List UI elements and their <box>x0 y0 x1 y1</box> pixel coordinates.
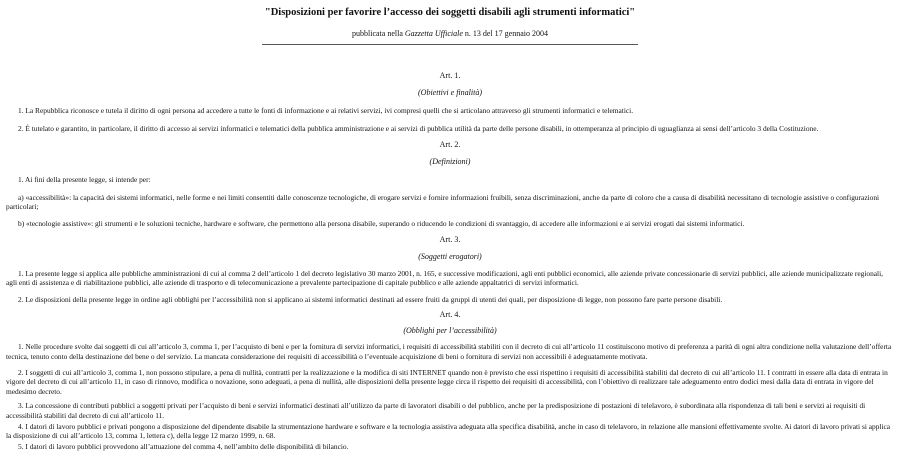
article-3-paragraph-1: 1. La presente legge si applica alle pubbliche amministrazioni di cui al comma 2 dell’articolo 1 del decreto legislativo 30 marzo 2001, n. 165, e successive modificazioni, agli enti pubblici economici, alle aziende private concessionarie di servizi pubblici, alle aziende municipalizzate regionali, agli enti di assistenza e di riabilitazione pubblici, alle aziende di trasporto e di telecomunicazione a prevalente partecipazione di capitale pubblico e alle aziende appaltatrici di servizi informatici. <box>6 268 884 288</box>
publication-line <box>2 29 898 39</box>
article-1-number: Art. 1. <box>439 71 461 80</box>
article-3-number: Art. 3. <box>439 234 461 244</box>
article-4-paragraph-3: 3. La concessione di contributi pubblici a soggetti privati per l’acquisto di beni e servizi informatici destinati all’utilizzo da parte di lavoratori disabili o del pubblico, anche per la predisposizione di postazioni di telelavoro, è subordinata alla rispondenza di tali beni e servizi ai requisiti di accessibilità stabiliti dal decreto di cui all’articolo 11. <box>6 401 866 420</box>
article-2-subtitle: (Definizioni) <box>429 157 471 167</box>
article-2-item-a: a) «accessibilità»: la capacità dei sistemi informatici, nelle forme e nei limiti consentiti dalle conoscenze tecnologiche, di erogare servizi e fornire informazioni fruibili, senza discriminazioni, anche da parte di coloro che a causa di disabilità necessitano di tecnologie assistive o configurazioni particolari; <box>6 192 880 212</box>
article-4-paragraph-2: 2. I soggetti di cui all’articolo 3, comma 1, non possono stipulare, a pena di nullità, contratti per la realizzazione e la modifica di siti INTERNET quando non è previsto che essi rispettino i requisiti di accessibilità stabiliti dal decreto di cui all’articolo 11. I contratti in essere alla data di entrata in vigore del decreto di cui all’articolo 11, in caso di rinnovo, modifica o novazione, sono adeguati, a pena di nullità, alle disposizioni della presente legge circa il rispetto dei requisiti di accessibilità, con l’obiettivo di realizzare tale adeguamento entro dodici mesi dalla data di entrata in vigore del medesimo decreto. <box>6 367 888 396</box>
article-2-paragraph-1: 1. Ai fini della presente legge, si intende per: <box>18 175 151 185</box>
title-divider <box>262 44 638 45</box>
publication-suffix: n. 13 del 17 gennaio 2004 <box>462 29 548 38</box>
article-4-paragraph-1: 1. Nelle procedure svolte dai soggetti di cui all’articolo 3, comma 1, per l’acquisto di beni e per la fornitura di servizi informatici, i requisiti di accessibilità stabiliti con il decreto di cui all’articolo 11 costituiscono motivo di preferenza a parità di ogni altra condizione nella valutazione dell’offerta tecnica, tenuto conto della destinazione del bene o del servizio. La mancata considerazione dei requisiti di accessibilità o l’eventuale acquisizione di beni o fornitura di servizi non accessibili è adeguatamente motivata. <box>6 342 892 361</box>
article-1-subtitle: (Obiettivi e finalità) <box>418 88 482 97</box>
article-2-item-b: b) «tecnologie assistive»: gli strumenti e le soluzioni tecniche, hardware e software, che permettono alla persona disabile, superando o riducendo le condizioni di svantaggio, di accedere alle informazioni e ai servizi erogati dai sistemi informatici. <box>18 218 745 228</box>
article-4-subtitle: (Obblighi per l’accessibilità) <box>403 326 497 336</box>
article-1-paragraph-2: 2. È tutelato e garantito, in particolare, il diritto di accesso ai servizi informatici e telematici della pubblica amministrazione e ai servizi di pubblica utilità da parte delle persone disabili, in ottemperanza al principio di uguaglianza ai sensi dell’articolo 3 della Costituzione. <box>18 123 819 133</box>
publication-prefix: pubblicata nella <box>352 29 405 38</box>
article-2-number: Art. 2. <box>439 140 461 150</box>
article-1-paragraph-1: 1. La Repubblica riconosce e tutela il diritto di ogni persona ad accedere a tutte le fonti di informazione e ai relativi servizi, ivi compresi quelli che si articolano attraverso gli strumenti informatici e telematici. <box>18 106 634 115</box>
document-title: "Disposizioni per favorire l’accesso dei soggetti disabili agli strumenti informatici" <box>264 7 636 18</box>
gazette-name: Gazzetta Ufficiale <box>404 29 463 38</box>
article-4-paragraph-5: 5. I datori di lavoro pubblici provvedono all’attuazione del comma 4, nell’ambito delle disponibilità di bilancio. <box>18 441 349 451</box>
article-4-number: Art. 4. <box>439 310 461 320</box>
article-3-subtitle: (Soggetti erogatori) <box>418 251 482 261</box>
article-4-paragraph-4: 4. I datori di lavoro pubblici e privati pongono a disposizione del dipendente disabile la strumentazione hardware e software e la tecnologia assistiva adeguata alla specifica disabilità, anche in caso di telelavoro, in relazione alle mansioni effettivamente svolte. Ai datori di lavoro privati si applica la disposizione di cui all’articolo 13, comma 1, lettera c), della legge 12 marzo 1999, n. 68. <box>6 421 891 441</box>
article-3-paragraph-2: 2. Le disposizioni della presente legge in ordine agli obblighi per l’accessibilità non si applicano ai sistemi informatici destinati ad essere fruiti da gruppi di utenti dei quali, per disposizione di legge, non possono fare parte persone disabili. <box>18 294 723 304</box>
